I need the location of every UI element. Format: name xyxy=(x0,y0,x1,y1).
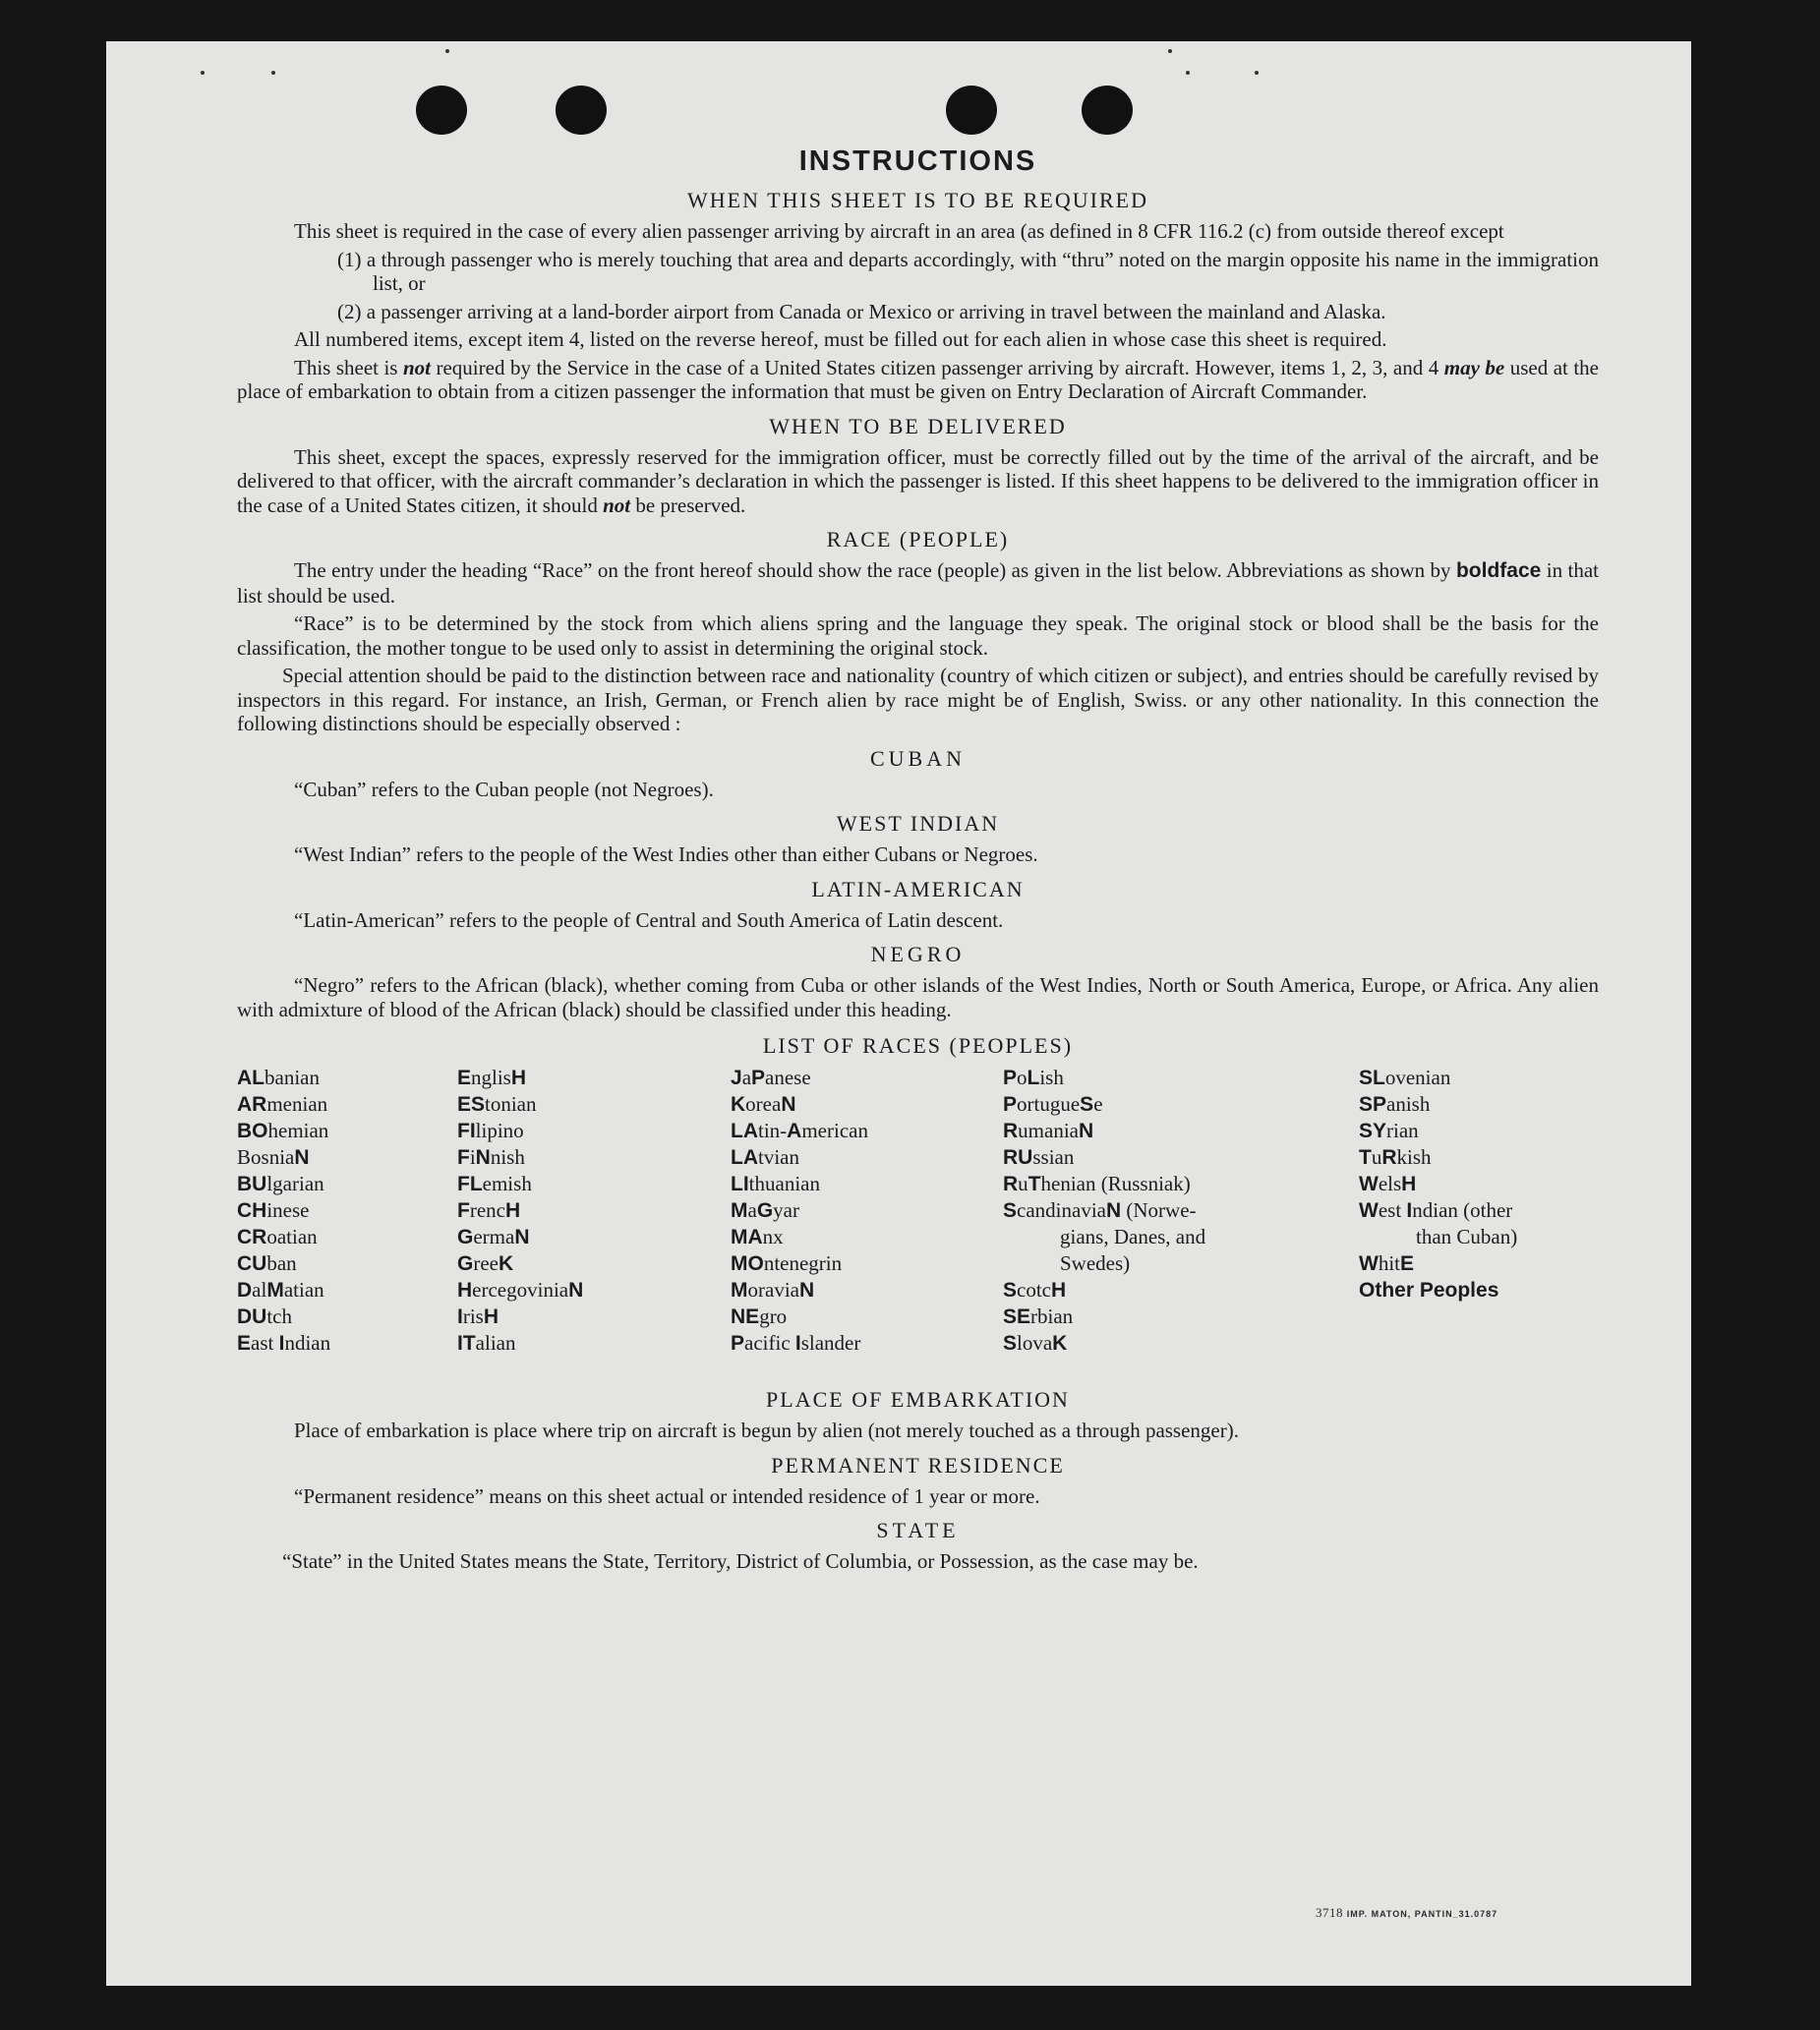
race-entry: TuRkish xyxy=(1359,1145,1432,1169)
race-entry: gians, Danes, and xyxy=(1060,1225,1206,1248)
race-entry: GreeK xyxy=(457,1251,514,1275)
race-entry: PoLish xyxy=(1003,1066,1064,1089)
speck xyxy=(445,49,449,53)
race-entry: EStonian xyxy=(457,1092,537,1116)
form-footer xyxy=(1316,1905,1497,1921)
race-entry: MAnx xyxy=(731,1225,784,1248)
races-column xyxy=(457,1065,583,1357)
paragraph: This sheet is required in the case of every alien passenger arriving by aircraft in an area (as defined in 8 CFR 116.2 (c) from outside thereof except xyxy=(294,219,1504,243)
race-entry: WhitE xyxy=(1359,1251,1415,1275)
section-heading-negro: NEGRO xyxy=(870,942,966,966)
race-entry: BOhemian xyxy=(237,1119,329,1142)
race-entry: GermaN xyxy=(457,1225,530,1248)
race-entry: BosniaN xyxy=(237,1145,310,1169)
paragraph: “Negro” refers to the African (black), whether coming from Cuba or other islands of the West Indies, North or South America, Europe, or Africa. Any alien with admixture of blood of the African (black) should be classified under this heading. xyxy=(237,973,1599,1021)
race-entry: ALbanian xyxy=(237,1066,320,1089)
race-entry: DUtch xyxy=(237,1305,292,1328)
race-entry: IrisH xyxy=(457,1305,499,1328)
section-heading-embarkation: PLACE OF EMBARKATION xyxy=(766,1387,1070,1412)
race-entry: RUssian xyxy=(1003,1145,1075,1169)
race-entry: WelsH xyxy=(1359,1172,1417,1195)
form-number: 3718 xyxy=(1316,1905,1343,1920)
race-entry: LAtvian xyxy=(731,1145,799,1169)
race-entry: East Indian xyxy=(237,1331,331,1355)
race-entry: HercegoviniaN xyxy=(457,1278,584,1302)
race-entry: SlovaK xyxy=(1003,1331,1068,1355)
race-entry: SLovenian xyxy=(1359,1066,1451,1089)
section-heading-west-indian: WEST INDIAN xyxy=(836,811,1000,836)
race-entry: MaGyar xyxy=(731,1198,799,1222)
race-entry: DalMatian xyxy=(237,1278,324,1302)
paragraph: “West Indian” refers to the people of the West Indies other than either Cubans or Negroes. xyxy=(294,842,1038,866)
race-entry: BUlgarian xyxy=(237,1172,324,1195)
race-entry: FrencH xyxy=(457,1198,521,1222)
paragraph: The entry under the heading “Race” on the front hereof should show the race (people) as given in the list below. Abbreviations as shown by boldface in that list should be used. xyxy=(237,558,1600,608)
race-entry: KoreaN xyxy=(731,1092,796,1116)
races-column xyxy=(1359,1065,1517,1304)
section-heading-state: STATE xyxy=(876,1518,960,1542)
document-sheet xyxy=(106,41,1691,1986)
race-entry: FLemish xyxy=(457,1172,532,1195)
list-item: (1) a through passenger who is merely touching that area and departs accordingly, with “thru” noted on the margin opposite his name in the immigration list, or xyxy=(337,247,1599,295)
race-entry: RuThenian (Russniak) xyxy=(1003,1172,1191,1195)
race-entry: PortugueSe xyxy=(1003,1092,1103,1116)
speck xyxy=(201,71,205,75)
list-item: (2) a passenger arriving at a land-border airport from Canada or Mexico or arriving in travel between the mainland and Alaska. xyxy=(337,299,1386,323)
race-entry: Other Peoples xyxy=(1359,1279,1499,1302)
race-entry: Pacific Islander xyxy=(731,1331,861,1355)
paragraph: This sheet is not required by the Service in the case of a United States citizen passenger arriving by aircraft. However, items 1, 2, 3, and 4 may be used at the place of embarkation to obtain from a citizen passenger the information that must be given on Entry Declaration of Aircraft Commander. xyxy=(237,355,1600,403)
paragraph: Place of embarkation is place where trip on aircraft is begun by alien (not merely touched as a through passenger). xyxy=(294,1419,1239,1442)
speck xyxy=(1186,71,1190,75)
races-column xyxy=(1003,1065,1205,1357)
race-entry: FiNnish xyxy=(457,1145,525,1169)
section-heading-latin-american: LATIN-AMERICAN xyxy=(811,876,1025,901)
section-heading-when-delivered: WHEN TO BE DELIVERED xyxy=(769,413,1067,438)
speck xyxy=(1255,71,1259,75)
race-entry: LAtin-American xyxy=(731,1119,868,1142)
section-heading-when-required: WHEN THIS SHEET IS TO BE REQUIRED xyxy=(687,188,1148,212)
race-entry: MOntenegrin xyxy=(731,1251,843,1275)
paragraph: “Race” is to be determined by the stock from which aliens spring and the language they speak. The original stock or blood shall be the basis for the classification, the mother tongue to be used only to assist in determining the original stock. xyxy=(237,611,1599,660)
race-entry: JaPanese xyxy=(731,1066,811,1089)
paragraph: This sheet, except the spaces, expressly reserved for the immigration officer, must be correctly filled out by the time of the arrival of the aircraft, and be delivered to that officer, with the aircraft commander’s declaration in which the passenger is listed. If this sheet happens to be delivered to the immigration officer in the case of a United States citizen, it should not be preserved. xyxy=(237,444,1599,517)
races-column xyxy=(731,1065,868,1357)
section-heading-list-of-races: LIST OF RACES (PEOPLES) xyxy=(762,1033,1074,1058)
speck xyxy=(1168,49,1172,53)
race-entry: than Cuban) xyxy=(1416,1225,1518,1248)
race-entry: FIlipino xyxy=(457,1119,524,1142)
speck xyxy=(271,71,275,75)
section-heading-race: RACE (PEOPLE) xyxy=(826,527,1010,551)
race-entry: ScotcH xyxy=(1003,1278,1067,1302)
page-title: INSTRUCTIONS xyxy=(798,145,1037,177)
race-entry: ARmenian xyxy=(237,1092,328,1116)
race-entry: CRoatian xyxy=(237,1225,318,1248)
race-entry: LIthuanian xyxy=(731,1172,820,1195)
race-entry: RumaniaN xyxy=(1003,1119,1094,1142)
section-heading-permanent-residence: PERMANENT RESIDENCE xyxy=(771,1452,1065,1478)
paragraph: Special attention should be paid to the distinction between race and nationality (country of which citizen or subject), and entries should be carefully revised by inspectors in this regard. For instance, an Irish, German, or French alien by race might be of English, Swiss. or any other nationality. In this connection the following distinctions should be especially observed : xyxy=(237,664,1599,735)
race-entry: Swedes) xyxy=(1060,1251,1131,1275)
paragraph: All numbered items, except item 4, listed on the reverse hereof, must be filled out for each alien in whose case this sheet is required. xyxy=(294,327,1387,351)
race-entry: West Indian (other xyxy=(1359,1198,1513,1222)
instructions-content xyxy=(237,100,1599,1578)
race-entry: MoraviaN xyxy=(731,1278,815,1302)
race-entry: SErbian xyxy=(1003,1305,1074,1328)
race-entry: ScandinaviaN (Norwe- xyxy=(1003,1198,1197,1222)
race-entry: NEgro xyxy=(731,1305,788,1328)
race-entry: SPanish xyxy=(1359,1092,1431,1116)
paragraph: “State” in the United States means the State, Territory, District of Columbia, or Possession, as the case may be. xyxy=(282,1549,1199,1573)
race-entry: SYrian xyxy=(1359,1119,1419,1142)
printer-mark: IMP. MATON, PANTIN_31.0787 xyxy=(1346,1909,1498,1919)
race-entry: EnglisH xyxy=(457,1066,527,1089)
races-list xyxy=(237,1065,1599,1381)
paragraph: “Cuban” refers to the Cuban people (not Negroes). xyxy=(294,777,714,801)
races-column xyxy=(237,1065,330,1357)
race-entry: CUban xyxy=(237,1251,297,1275)
race-entry: ITalian xyxy=(457,1331,516,1355)
section-heading-cuban: CUBAN xyxy=(869,745,966,771)
race-entry: CHinese xyxy=(237,1198,310,1222)
paragraph: “Permanent residence” means on this sheet actual or intended residence of 1 year or more. xyxy=(294,1483,1040,1508)
paragraph: “Latin-American” refers to the people of Central and South America of Latin descent. xyxy=(294,907,1004,932)
